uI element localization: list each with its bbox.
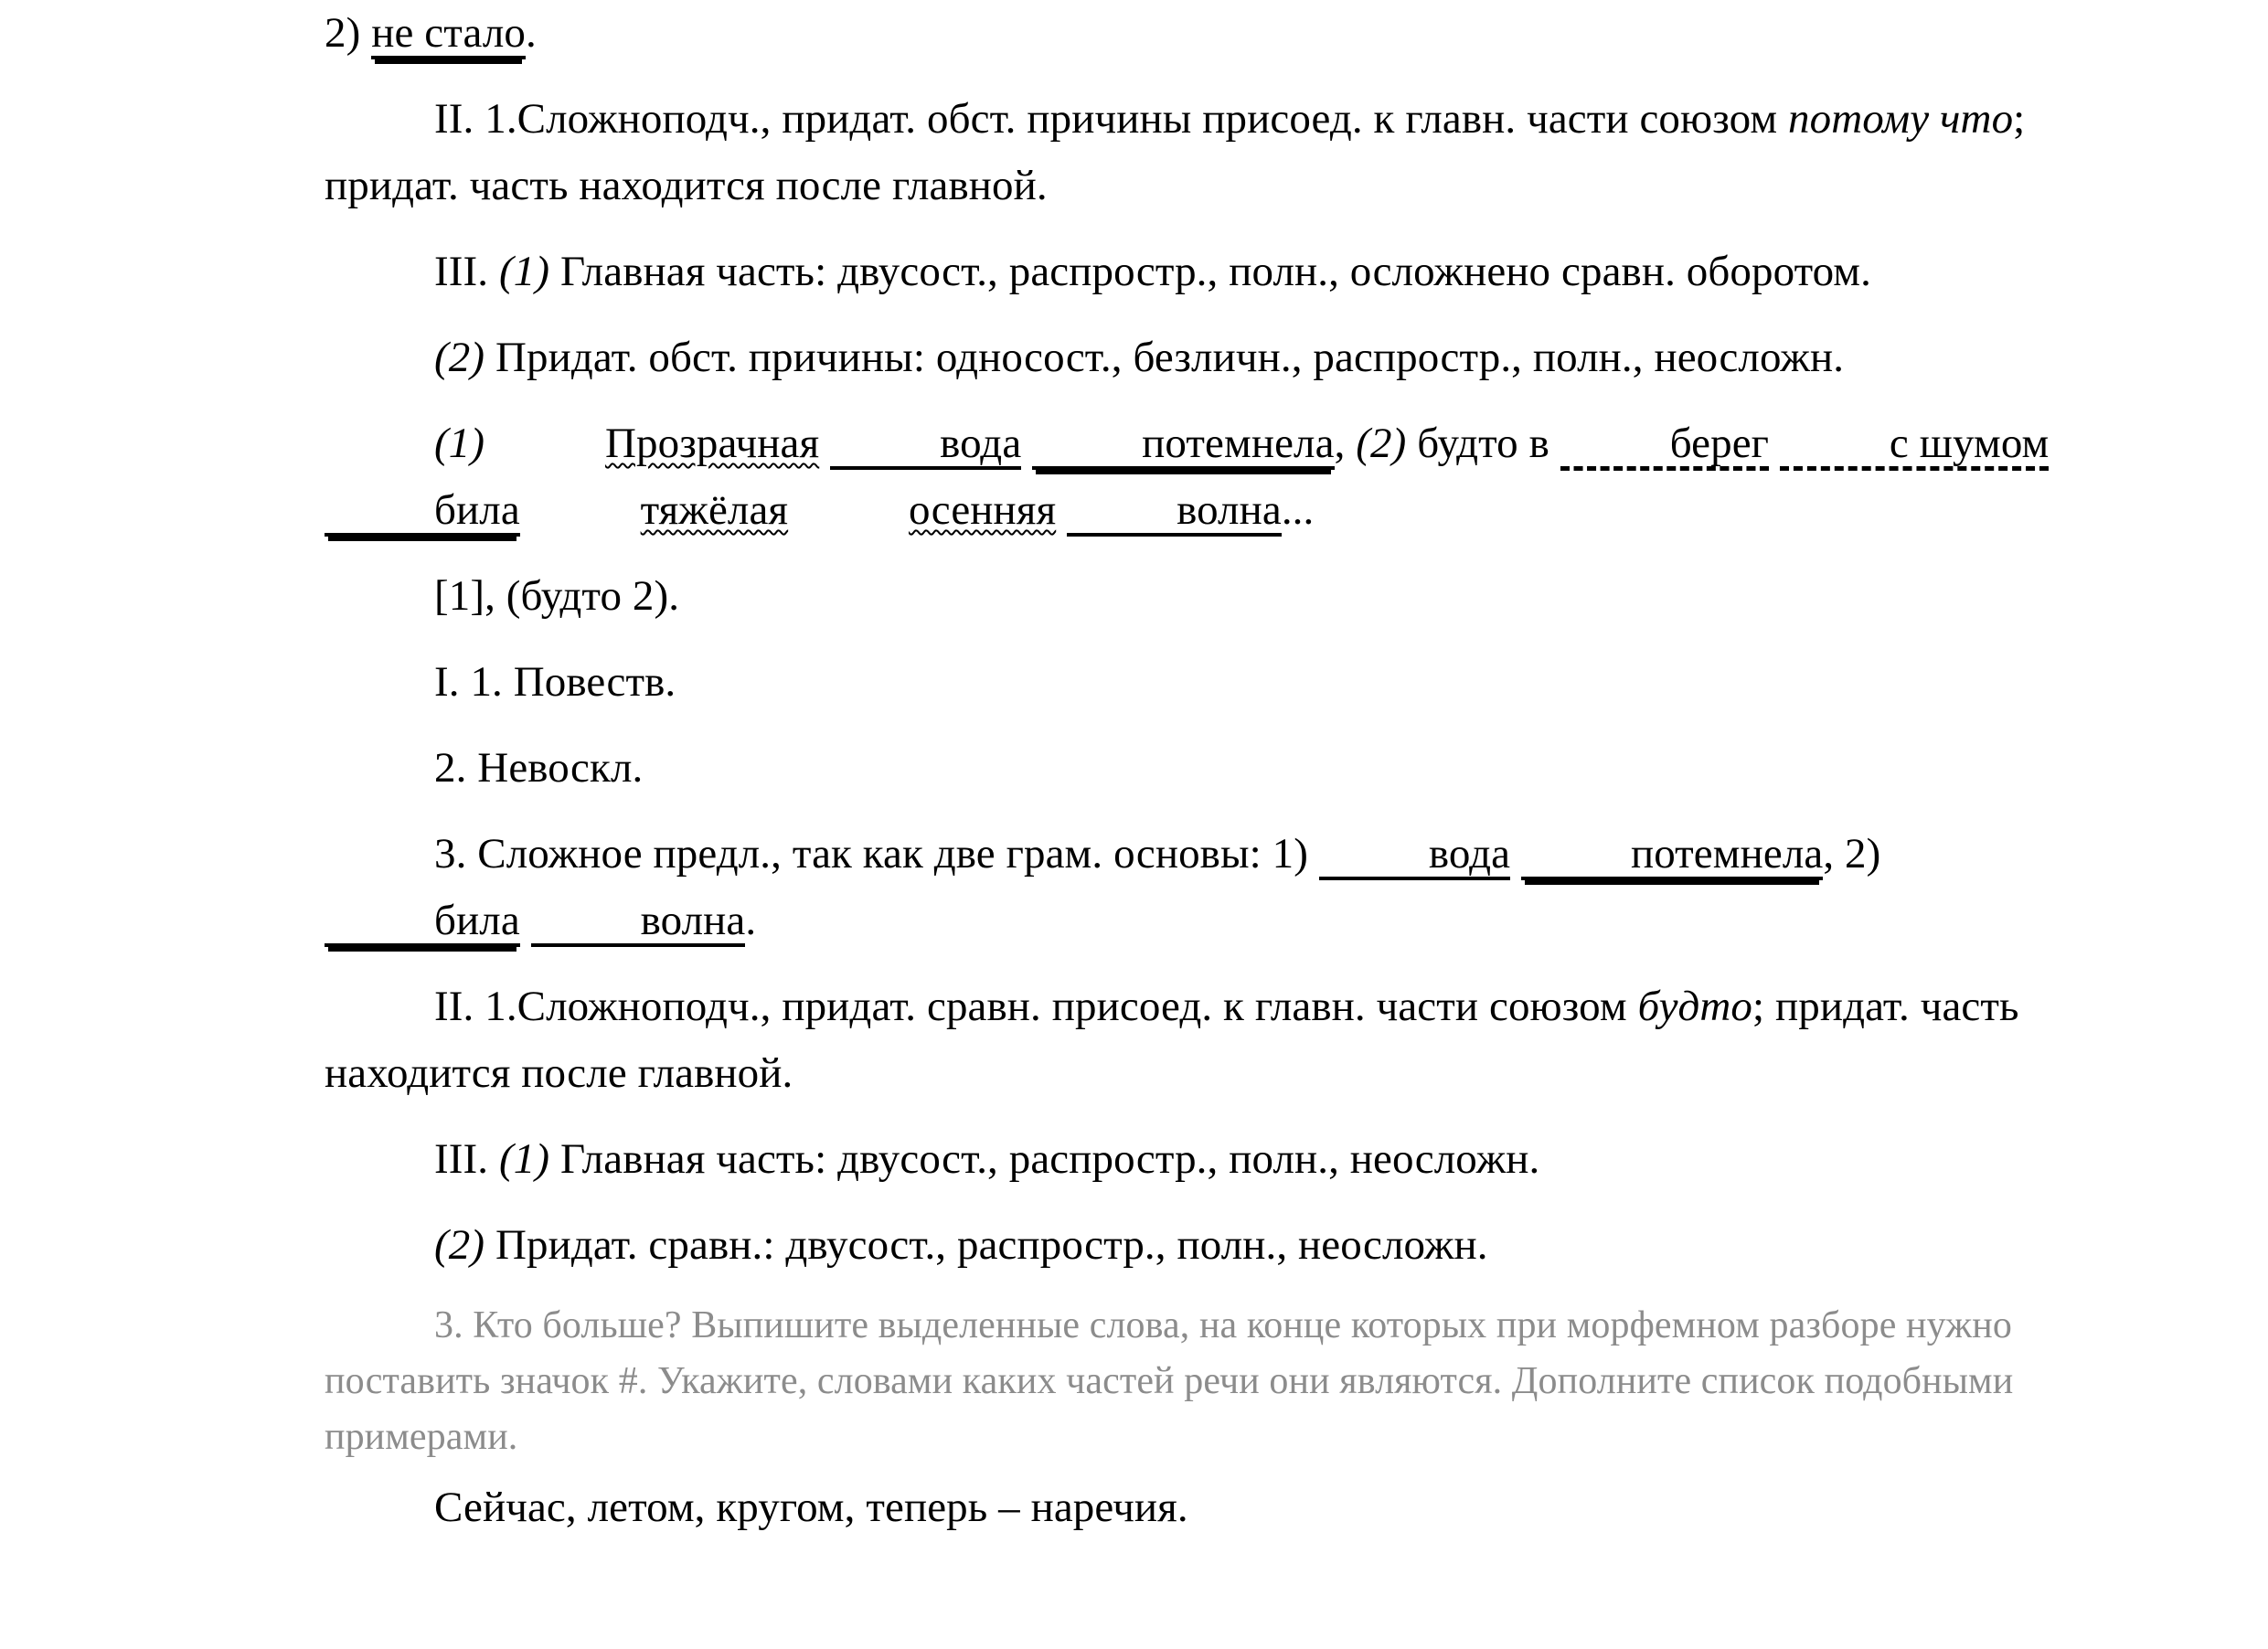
paragraph-section-iii-first (325, 239, 2085, 305)
paragraph-complex-sentence-bases (325, 821, 2085, 954)
predicate-word-potemnela: потемнела (1521, 834, 1823, 880)
clause-marker-1: (1) (434, 420, 485, 467)
clause-marker-1: (1) (498, 1135, 550, 1183)
complex-sentence-description: 3. Сложное предл., так как две грам. основы: 1) (434, 830, 1319, 878)
paragraph-answer-adverbs (325, 1474, 2085, 1541)
subject-word-volna: волна (531, 900, 746, 947)
conjunction-italic: потому что (1788, 95, 2014, 143)
paragraph-predicate-item (325, 0, 2085, 67)
attribute-word-tyazhelaya: тяжёлая (640, 486, 789, 534)
separator-text: , 2) (1823, 830, 1881, 878)
predicate-underlined-word: не стало (371, 13, 526, 59)
clause-description: 1.Сложноподч., придат. сравн. присоед. к главн. части союзом (484, 983, 1638, 1030)
roman-numeral-iii: III. (434, 248, 489, 295)
roman-numeral-ii: II. (434, 95, 474, 143)
subject-word-voda: вода (1319, 834, 1510, 880)
object-word-bereg: берег (1560, 423, 1769, 471)
main-clause-description: Главная часть: двусост., распростр., полн., неосложн. (559, 1135, 1540, 1183)
conjunction-text: будто в (1417, 420, 1549, 467)
adverbial-phrase-s-shumom: с шумом (1780, 423, 2049, 471)
subordinate-clause-description: Придат. сравн.: двусост., распростр., полн., неосложн. (495, 1221, 1488, 1269)
list-number: 2) (325, 9, 361, 57)
comma: , (1334, 420, 1346, 467)
paragraph-analyzed-sentence (325, 410, 2085, 544)
paragraph-subordinate-comparative (325, 1212, 2085, 1279)
roman-numeral-ii: II. (434, 983, 474, 1030)
clause-description: 1.Сложноподч., придат. обст. причины присоед. к главн. части союзом (484, 95, 1789, 143)
paragraph-section-i-narrative (325, 649, 2085, 716)
nonexclamatory-label: 2. Невоскл. (434, 744, 644, 792)
ellipsis: ... (1281, 486, 1315, 534)
clause-marker-1: (1) (498, 248, 550, 295)
clause-marker-2: (2) (1356, 420, 1407, 467)
subject-word-volna: волна (1067, 490, 1282, 537)
period: . (745, 897, 757, 944)
sentence-scheme: [1], (будто 2). (434, 572, 680, 620)
clause-description-end: ; придат. часть находится после главной. (325, 95, 2026, 209)
conjunction-italic: будто (1637, 983, 1753, 1030)
subordinate-clause-description: Придат. обст. причины: односост., безличн., распростр., полн., неосложн. (495, 334, 1845, 381)
subject-word-voda: вода (830, 423, 1021, 470)
paragraph-exercise-instruction (325, 1298, 2085, 1465)
paragraph-subordinate-cause (325, 324, 2085, 391)
paragraph-sentence-scheme (325, 563, 2085, 630)
attribute-word-osennyaya: осенняя (909, 486, 1057, 534)
paragraph-section-ii-second (325, 973, 2085, 1107)
predicate-word-bila: била (325, 490, 520, 537)
clause-marker-2: (2) (434, 1221, 485, 1269)
period: . (525, 9, 537, 57)
answer-adverbs-text: Сейчас, летом, кругом, теперь – наречия. (434, 1484, 1188, 1531)
roman-numeral-iii: III. (434, 1135, 489, 1183)
clause-description-end: ; придат. часть находится после главной. (325, 983, 2019, 1097)
predicate-word-bila: била (325, 900, 520, 947)
predicate-word-potemnela: потемнела (1032, 423, 1334, 470)
clause-marker-2: (2) (434, 334, 485, 381)
paragraph-nonexclamatory (325, 735, 2085, 802)
exercise-instruction-text: 3. Кто больше? Выпишите выделенные слова, на конце которых при морфемном разборе нужно поставить значок #. Укажите, словами каких частей речи они являются. Дополните список подобными примерами. (325, 1304, 2014, 1458)
paragraph-section-ii-first (325, 86, 2085, 219)
attribute-word-prozrachnaya: Прозрачная (604, 420, 820, 467)
main-clause-description: Главная часть: двусост., распростр., полн., осложнено сравн. оборотом. (559, 248, 1871, 295)
paragraph-section-iii-second (325, 1126, 2085, 1193)
narrative-label: I. 1. Повеств. (434, 658, 676, 706)
